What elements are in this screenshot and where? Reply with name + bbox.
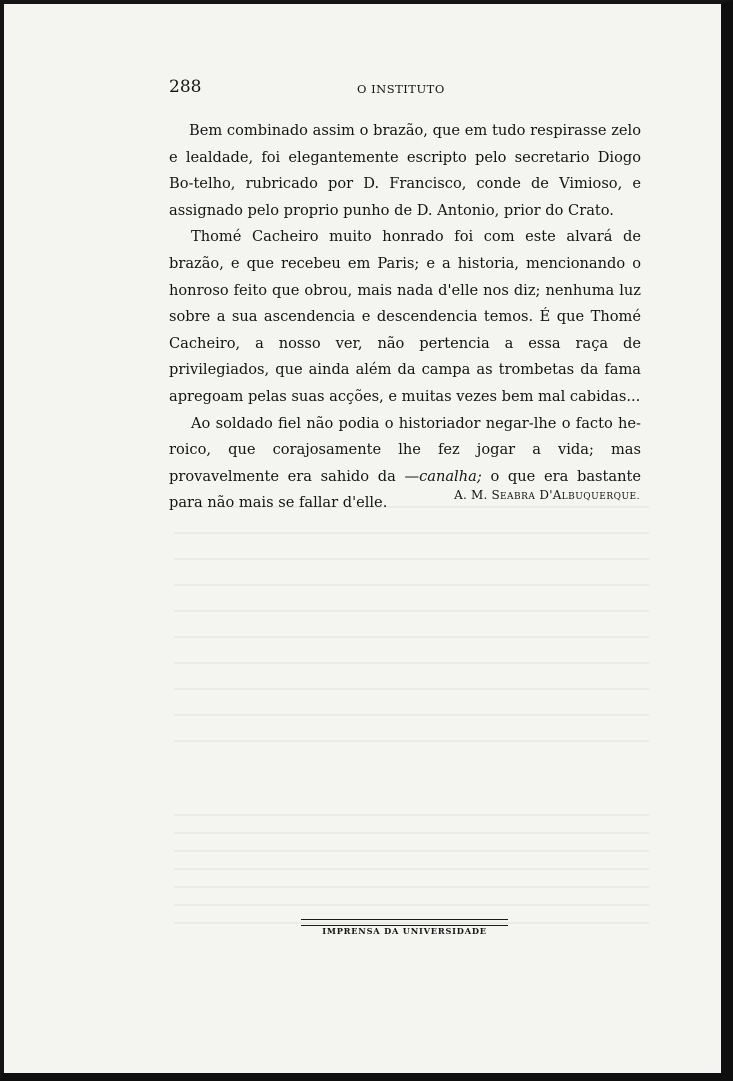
signature-particle: D'A [535, 488, 562, 502]
paragraph-3-italic: canalha; [419, 467, 482, 485]
signature-initials: A. M. S [454, 488, 500, 502]
signature-part2: LBUQUERQUE. [561, 492, 640, 502]
paragraph-3-end: o que era bastante para não mais se fallar d'elle. [169, 467, 641, 512]
journal-title: O INSTITUTO [357, 82, 445, 96]
signature-part1: EABRA [499, 492, 536, 502]
running-head [169, 77, 641, 101]
paragraph-2: Thomé Cacheiro muito honrado foi com este alvará de brazão, e que recebeu em Paris; e a historia, mencionando o honroso feito que obrou, mais nada d'elle nos diz; nenhuma luz sobre a sua ascendencia e descendencia temos. É que Thomé Cacheiro, a nosso ver, não pertencia a essa raça de privilegiados, que ainda além da campa as trombetas da fama apregoam pelas suas acções, e muitas vezes bem mal cabidas... [169, 228, 641, 405]
show-through-texture [174, 492, 649, 742]
imprint-rule [301, 919, 508, 926]
page-number: 288 [169, 77, 202, 97]
show-through-footnotes [174, 804, 649, 924]
author-signature [304, 488, 640, 502]
paragraph-1: Bem combinado assim o brazão, que em tudo respirasse zelo e lealdade, foi elegantemente escripto pelo secretario Diogo Bo-telho, rubricado por D. Francisco, conde de Vimioso, e assignado pelo proprio punho de D. Antonio, prior do Crato. [169, 122, 641, 219]
paragraph-3-text: Ao soldado fiel não podia o historiador negar-lhe o facto he-roico, que corajosamente lhe fez jogar a vida; mas provavelmente era sahido da — [169, 414, 641, 485]
body-text [169, 118, 641, 517]
printer-imprint: IMPRENSA DA UNIVERSIDADE [322, 926, 487, 936]
